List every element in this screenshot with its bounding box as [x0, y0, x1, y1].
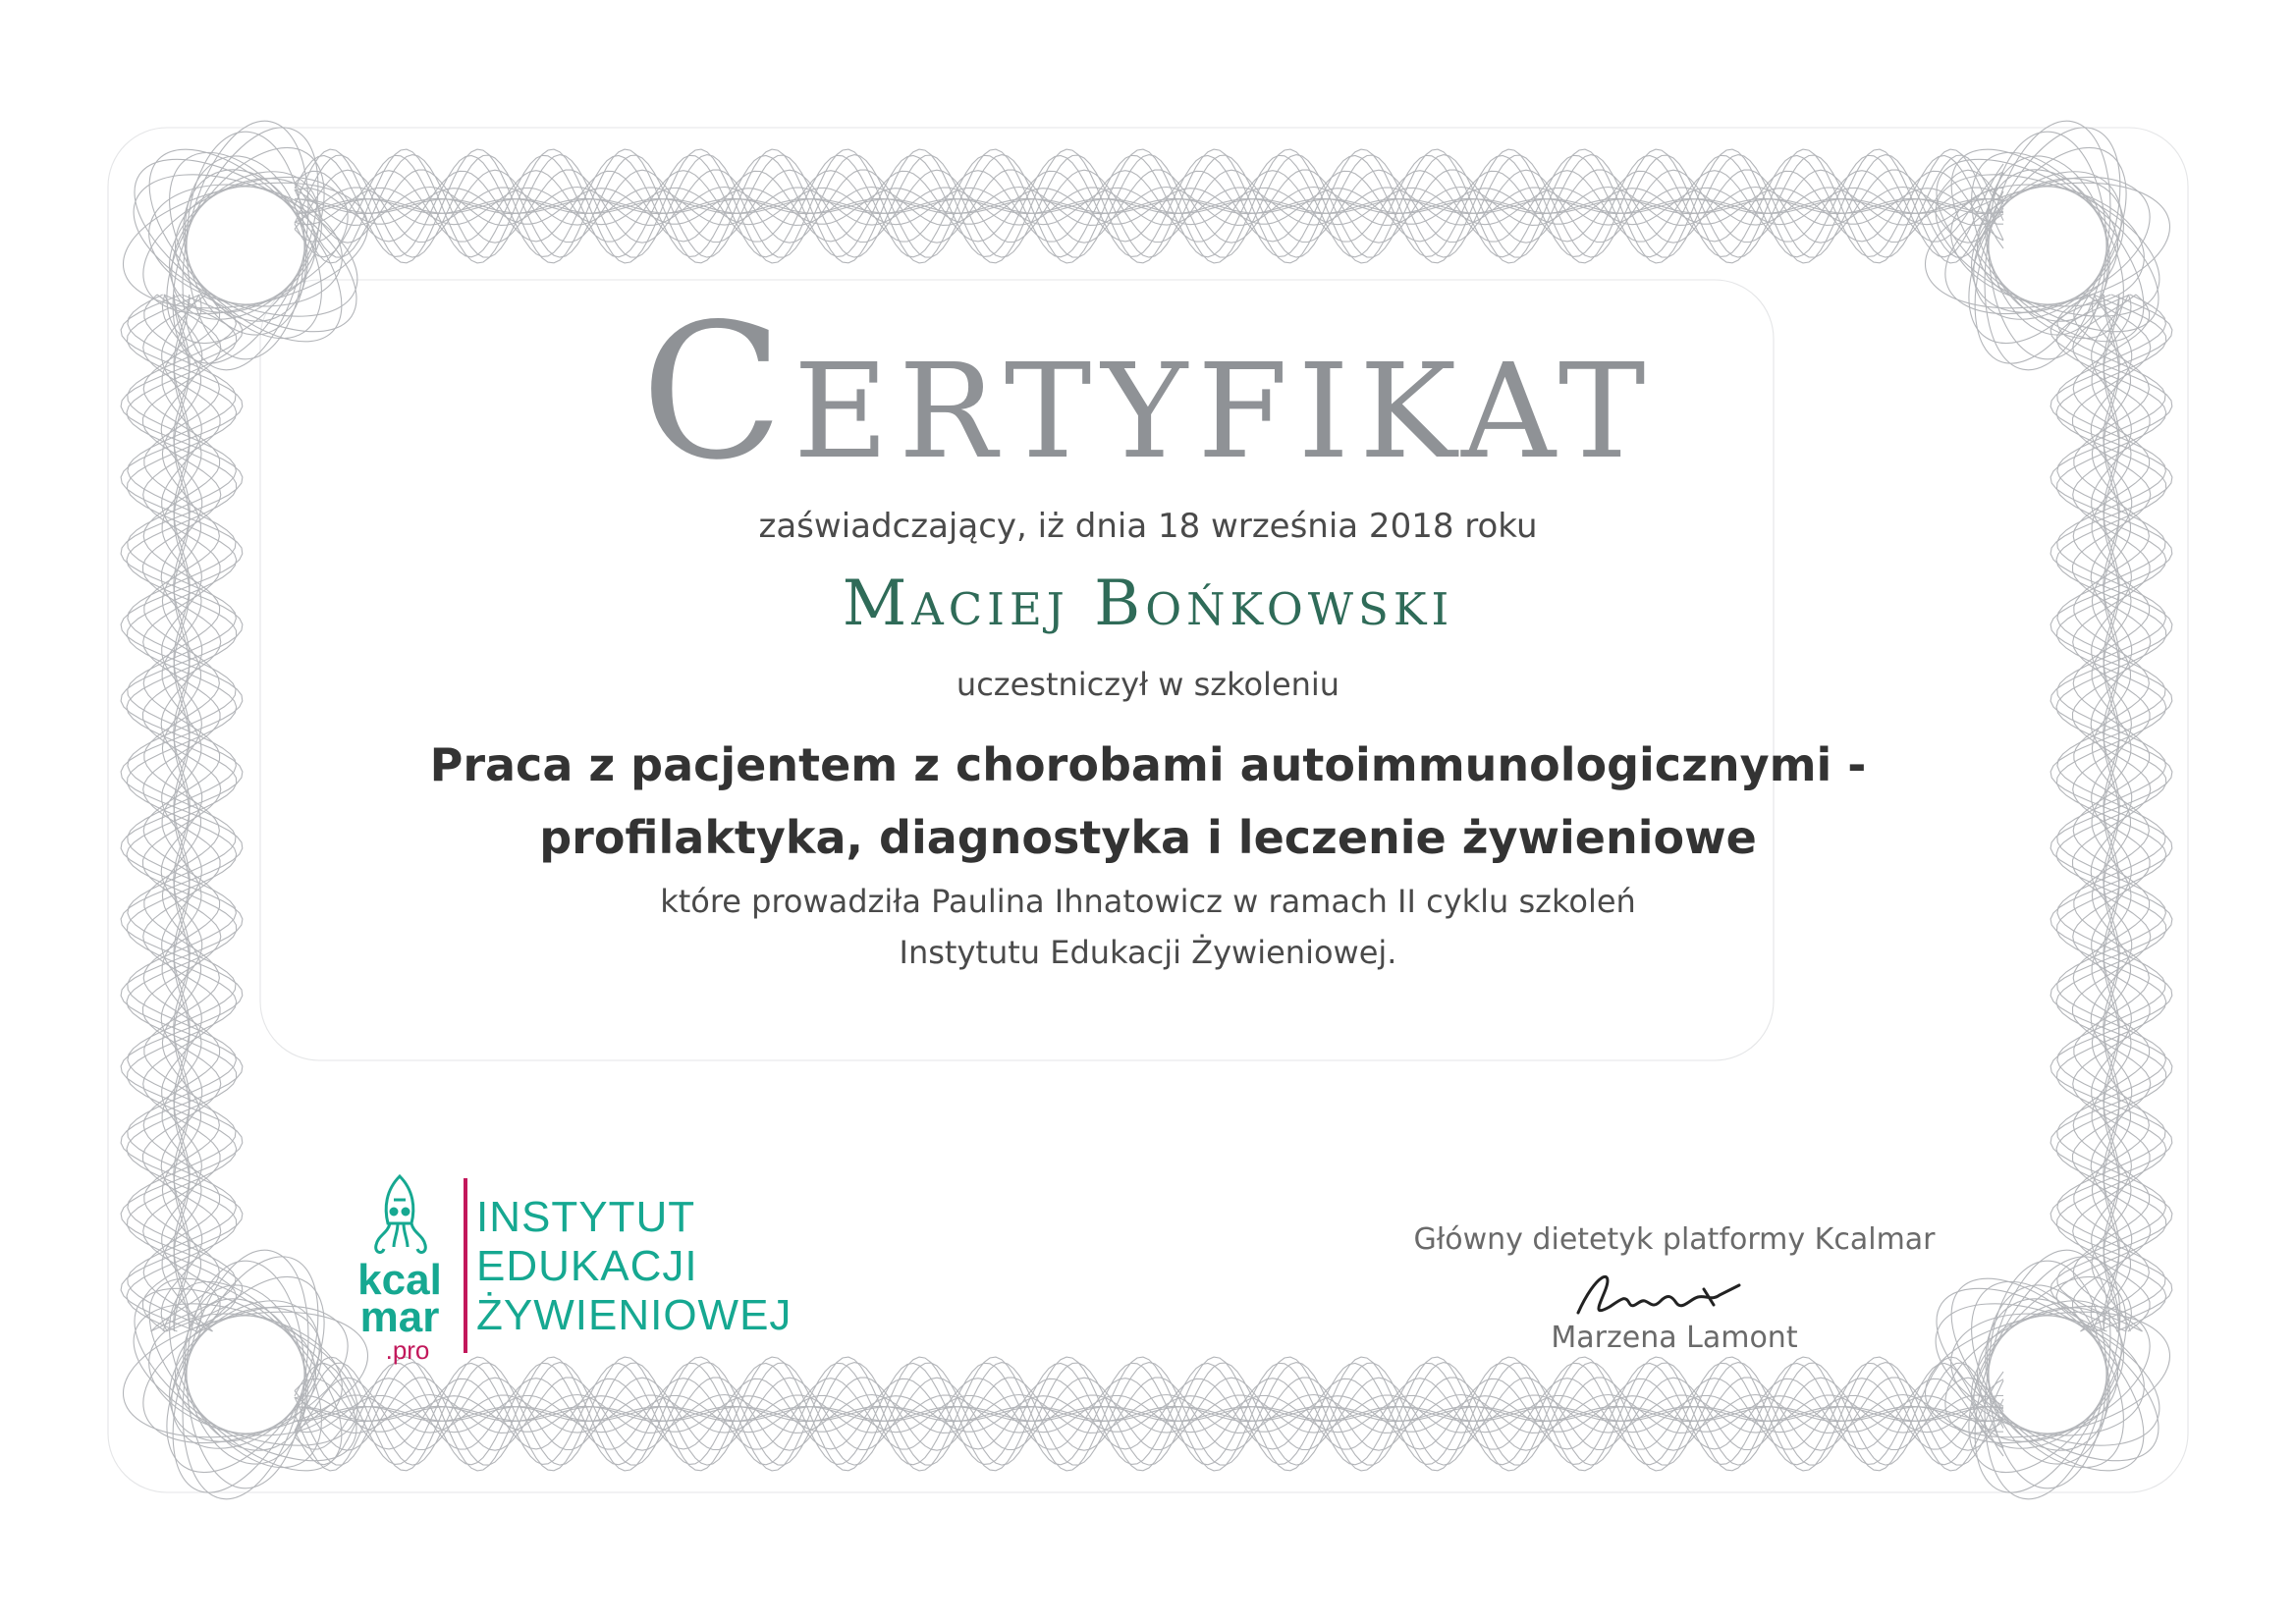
institute-name-line-3: ŻYWIENIOWEJ	[476, 1291, 793, 1339]
institute-name-line-2: EDUKACJI	[476, 1242, 698, 1290]
signatory-role: Główny dietetyk platformy Kcalmar	[1413, 1222, 1936, 1257]
logo-mark-top: kcal	[357, 1256, 442, 1304]
signature-block	[1394, 1222, 1984, 1370]
recipient-name: Maciej Bońkowski	[842, 568, 1454, 640]
participation-text: uczestniczył w szkoleniu	[956, 666, 1340, 703]
institute-name	[476, 1193, 792, 1340]
institute-logo	[349, 1168, 840, 1365]
kcalmar-logo-mark	[349, 1168, 452, 1365]
certificate-title: Certyfikat	[640, 284, 1656, 501]
course-details	[0, 876, 2296, 978]
logo-divider	[464, 1178, 467, 1353]
course-details-line-2: Instytutu Edukacji Żywieniowej.	[899, 934, 1397, 971]
logo-mark-bottom: mar	[359, 1293, 440, 1341]
signatory-name: Marzena Lamont	[1551, 1321, 1798, 1355]
course-title	[0, 729, 2296, 874]
institute-name-line-1: INSTYTUT	[476, 1193, 696, 1241]
certificate-intro: zaświadczający, iż dnia 18 września 2018 roku	[758, 507, 1538, 546]
course-details-line-1: które prowadziła Paulina Ihnatowicz w ramach II cyklu szkoleń	[660, 883, 1636, 920]
logo-mark-suffix: .pro	[385, 1335, 430, 1365]
squid-icon	[376, 1176, 426, 1252]
course-title-line-2: profilaktyka, diagnostyka i leczenie żywieniowe	[539, 811, 1757, 864]
course-title-line-1: Praca z pacjentem z chorobami autoimmunologicznymi -	[429, 738, 1867, 791]
